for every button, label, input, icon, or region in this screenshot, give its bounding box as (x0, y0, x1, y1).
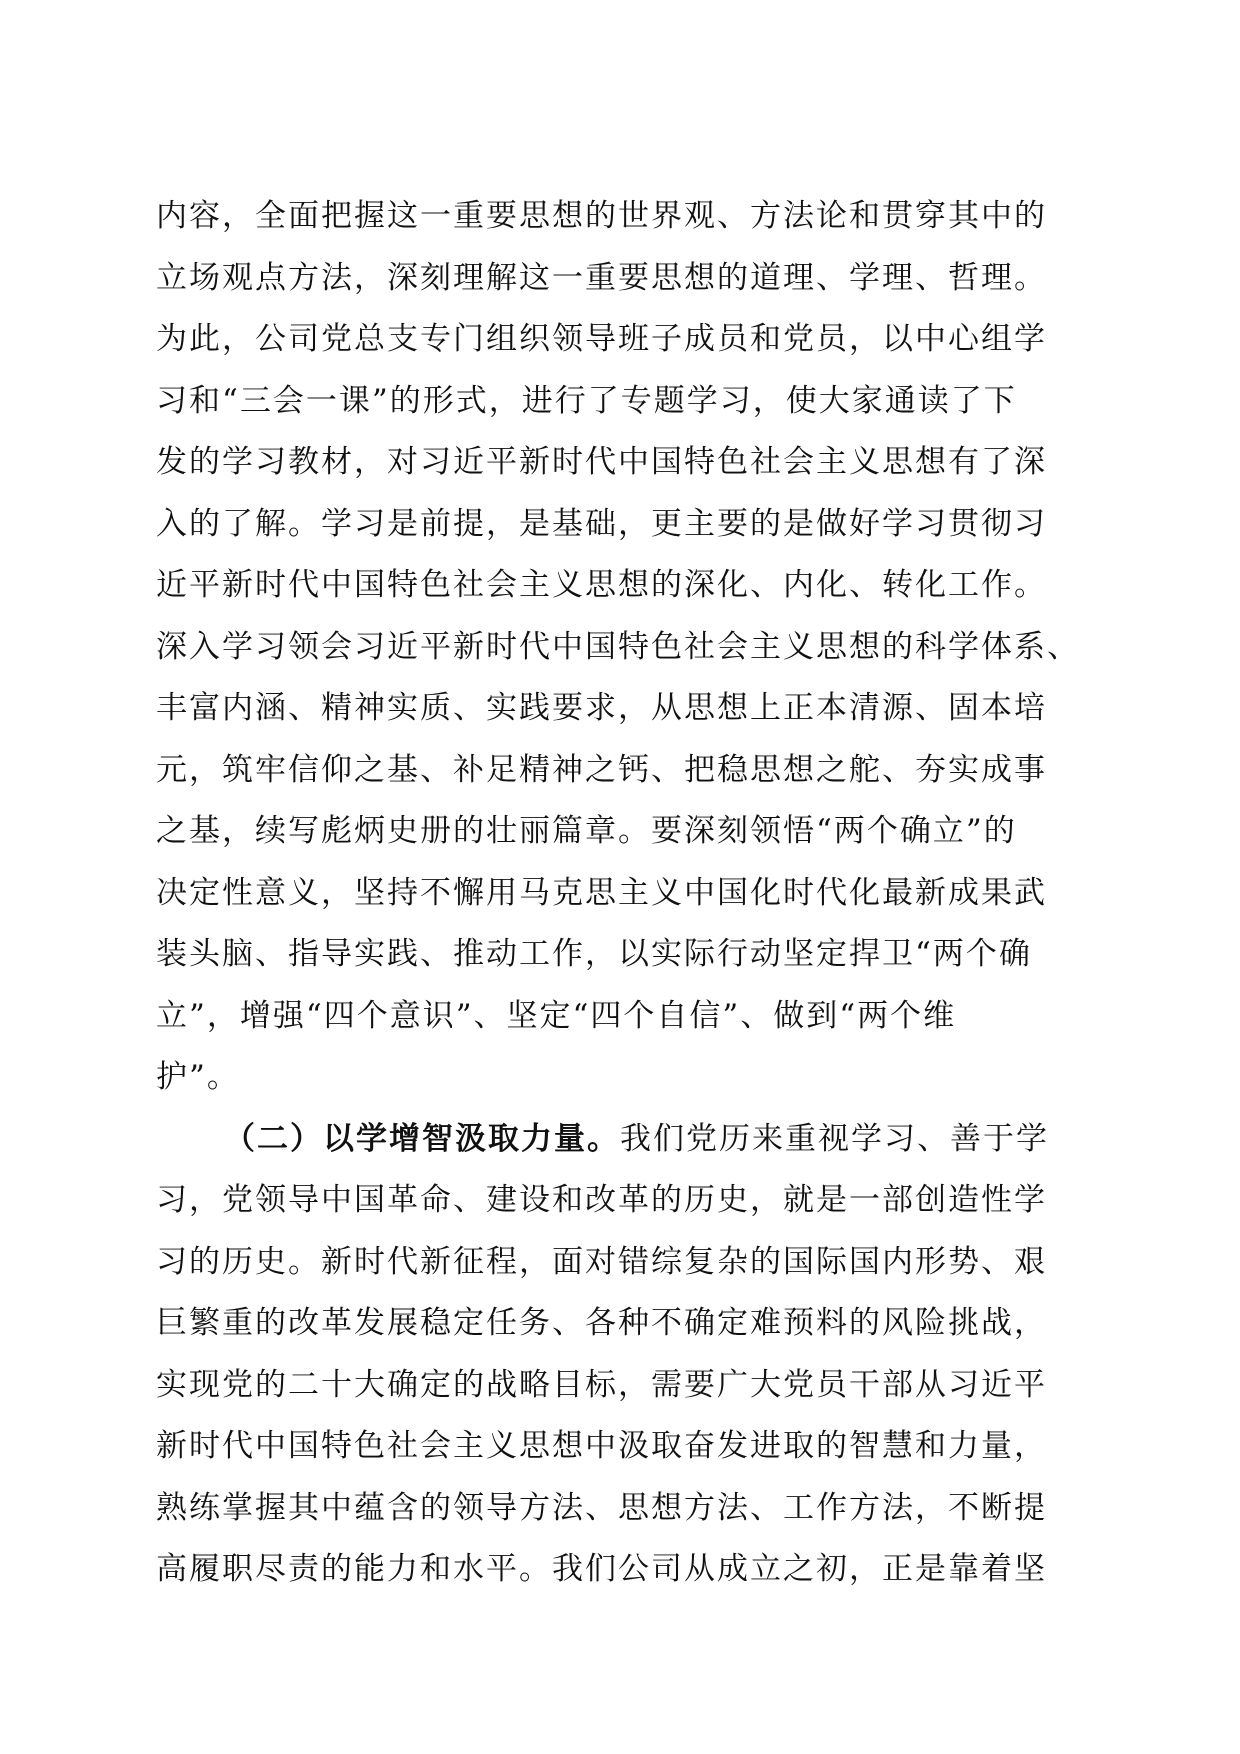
paragraph-line: 装头脑、指导实践、推动工作，以实际行动坚定捍卫“两个确 (156, 936, 1032, 972)
paragraph-line: 入的了解。学习是前提，是基础，更主要的是做好学习贯彻习 (156, 505, 1047, 542)
paragraph-line-rest: 我们党历来重视学习、善于学 (620, 1120, 1049, 1157)
paragraph-line: 发的学习教材，对习近平新时代中国特色社会主义思想有了深 (156, 444, 1047, 480)
paragraph-2 (156, 1109, 1086, 1601)
paragraph-line: 内容，全面把握这一重要思想的世界观、方法论和贯穿其中的 (156, 198, 1047, 234)
paragraph-line: 习的历史。新时代新征程，面对错综复杂的国际国内形势、艰 (156, 1243, 1047, 1280)
paragraph-line: 决定性意义，坚持不懈用马克思主义中国化时代化最新成果武 (156, 874, 1047, 911)
paragraph-line: 立”，增强“四个意识”、坚定“四个自信”、做到“两个维 (156, 997, 957, 1034)
paragraph-line: 新时代中国特色社会主义思想中汲取奋发进取的智慧和力量， (156, 1428, 1047, 1464)
paragraph-line: 深入学习领会习近平新时代中国特色社会主义思想的科学体系、 (156, 628, 1080, 665)
paragraph-line: 近平新时代中国特色社会主义思想的深化、内化、转化工作。 (156, 567, 1047, 603)
paragraph-1 (156, 186, 1086, 1109)
paragraph-line: 实现党的二十大确定的战略目标，需要广大党员干部从习近平 (156, 1366, 1047, 1403)
paragraph-first-line (156, 1109, 1086, 1171)
paragraph-line: 习，党领导中国革命、建设和改革的历史，就是一部创造性学 (156, 1182, 1047, 1218)
paragraph-line: 之基，续写彪炳史册的壮丽篇章。要深刻领悟“两个确立”的 (156, 813, 1017, 849)
paragraph-line: 高履职尽责的能力和水平。我们公司从成立之初，正是靠着坚 (156, 1551, 1047, 1587)
paragraph-line: 丰富内涵、精神实质、实践要求，从思想上正本清源、固本培 (156, 690, 1047, 726)
paragraph-line: 立场观点方法，深刻理解这一重要思想的道理、学理、哲理。 (156, 259, 1047, 296)
paragraph-line: 巨繁重的改革发展稳定任务、各种不确定难预料的风险挑战， (156, 1305, 1047, 1341)
paragraph-line: 护”。 (156, 1059, 240, 1095)
paragraph-line: 元，筑牢信仰之基、补足精神之钙、把稳思想之舵、夯实成事 (156, 751, 1047, 788)
paragraph-line: 为此，公司党总支专门组织领导班子成员和党员，以中心组学 (156, 321, 1047, 357)
paragraph-line: 习和“三会一课”的形式，进行了专题学习，使大家通读了下 (156, 382, 1017, 419)
body-text (156, 186, 1086, 1601)
paragraph-line: 熟练掌握其中蕴含的领导方法、思想方法、工作方法，不断提 (156, 1489, 1047, 1526)
section-heading: （二）以学增智汲取力量。 (224, 1120, 620, 1157)
